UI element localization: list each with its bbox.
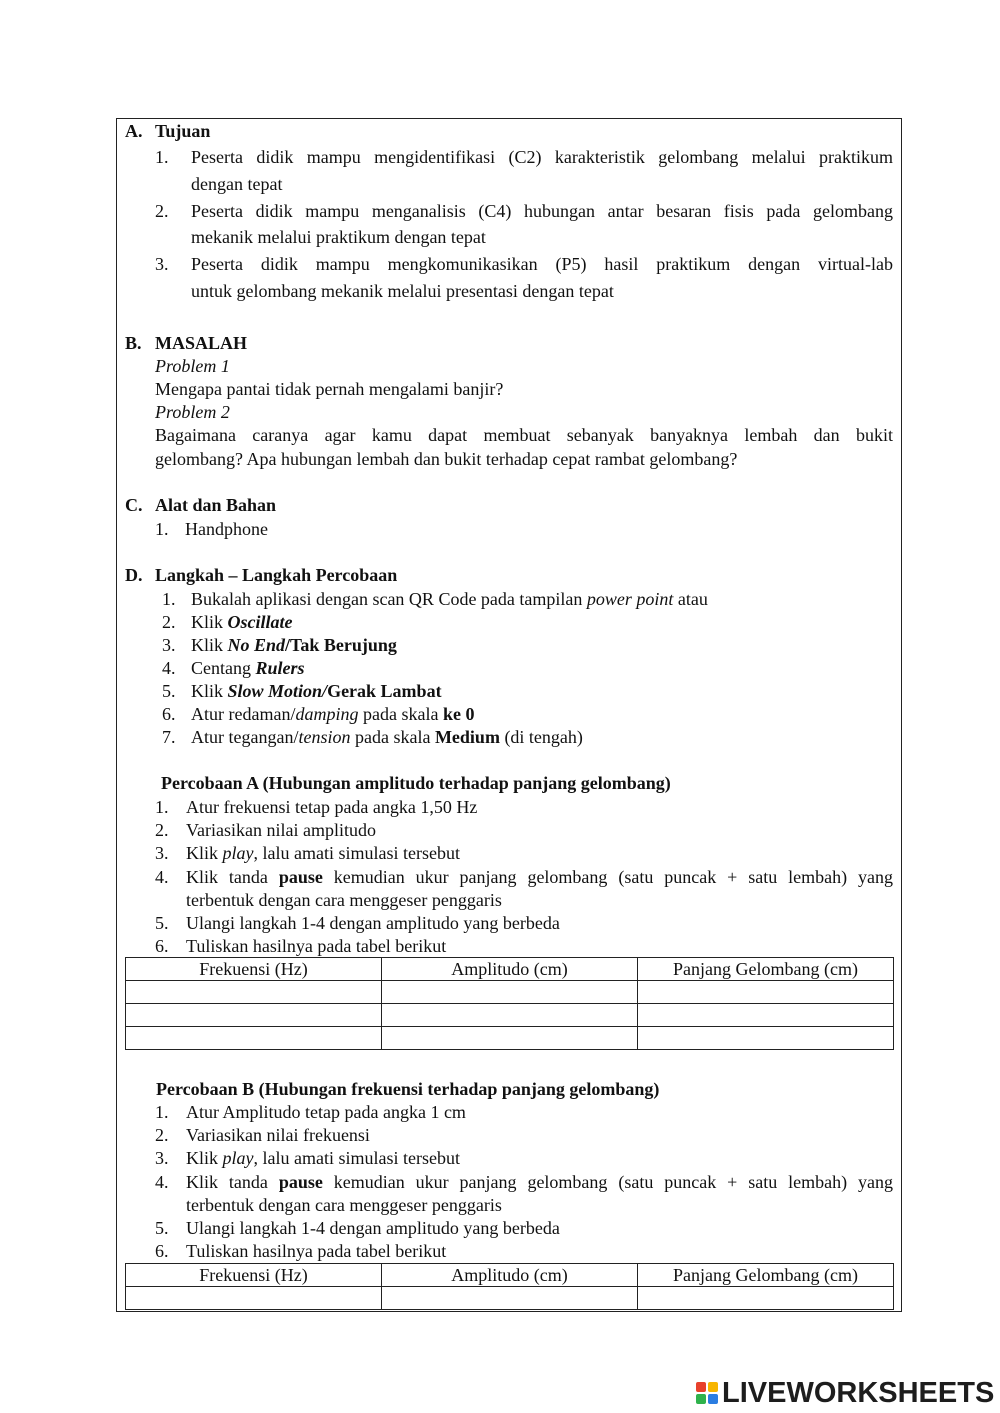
goal-1-line1: Peserta didik mampu mengidentifikasi (C2) karakteristik gelombang melalui praktikum bbox=[191, 147, 893, 167]
table-row bbox=[126, 1027, 894, 1050]
table-cell-frequency[interactable] bbox=[126, 1027, 382, 1050]
experiment-a-table bbox=[125, 957, 894, 1050]
section-d-heading: Langkah – Langkah Percobaan bbox=[155, 565, 398, 585]
liveworksheets-logo-icon bbox=[696, 1382, 718, 1404]
step-5-number: 5. bbox=[162, 681, 176, 701]
table-row bbox=[126, 1004, 894, 1027]
exp-a-step-2-text: Variasikan nilai amplitudo bbox=[186, 820, 376, 840]
step-4-number: 4. bbox=[162, 658, 176, 678]
problem-1-label: Problem 1 bbox=[155, 356, 230, 376]
table-cell-frequency[interactable] bbox=[126, 1287, 382, 1310]
goal-3-number: 3. bbox=[155, 254, 169, 274]
exp-b-step-5-text: Ulangi langkah 1-4 dengan amplitudo yang berbeda bbox=[186, 1218, 560, 1238]
exp-a-step-4-text: Klik tanda pause kemudian ukur panjang gelombang (satu puncak + satu lembah) yang bbox=[186, 867, 893, 887]
experiment-a-title: Percobaan A (Hubungan amplitudo terhadap panjang gelombang) bbox=[161, 773, 671, 793]
liveworksheets-logo bbox=[696, 1378, 994, 1408]
problem-2-label: Problem 2 bbox=[155, 402, 230, 422]
step-1-number: 1. bbox=[162, 589, 176, 609]
exp-b-step-4-line2: terbentuk dengan cara menggeser penggaris bbox=[186, 1195, 502, 1215]
experiment-b-title: Percobaan B (Hubungan frekuensi terhadap panjang gelombang) bbox=[156, 1079, 660, 1099]
step-7-number: 7. bbox=[162, 727, 176, 747]
exp-b-step-4-text: Klik tanda pause kemudian ukur panjang gelombang (satu puncak + satu lembah) yang bbox=[186, 1172, 893, 1192]
exp-b-step-6-number: 6. bbox=[155, 1241, 169, 1261]
exp-a-step-1-number: 1. bbox=[155, 797, 169, 817]
table-cell-amplitude[interactable] bbox=[382, 1287, 638, 1310]
tool-1-number: 1. bbox=[155, 519, 169, 539]
exp-a-step-4-line2: terbentuk dengan cara menggeser penggaris bbox=[186, 890, 502, 910]
exp-a-step-4-number: 4. bbox=[155, 867, 169, 887]
column-header-frequency: Frekuensi (Hz) bbox=[126, 1264, 382, 1287]
section-b-letter: B. bbox=[125, 333, 142, 353]
experiment-b-table bbox=[125, 1263, 894, 1310]
goal-1-line2: dengan tepat bbox=[191, 174, 283, 194]
exp-b-step-2-number: 2. bbox=[155, 1125, 169, 1145]
table-cell-frequency[interactable] bbox=[126, 1004, 382, 1027]
table-row bbox=[126, 981, 894, 1004]
step-2-number: 2. bbox=[162, 612, 176, 632]
section-a-letter: A. bbox=[125, 121, 143, 141]
step-2-text: Klik Oscillate bbox=[191, 612, 293, 632]
exp-a-step-3-text: Klik play, lalu amati simulasi tersebut bbox=[186, 843, 460, 863]
exp-a-step-3-number: 3. bbox=[155, 843, 169, 863]
column-header-amplitude: Amplitudo (cm) bbox=[382, 958, 638, 981]
goal-3-line1: Peserta didik mampu mengkomunikasikan (P5) hasil praktikum dengan virtual-lab bbox=[191, 254, 893, 274]
exp-a-step-5-text: Ulangi langkah 1-4 dengan amplitudo yang berbeda bbox=[186, 913, 560, 933]
table-cell-amplitude[interactable] bbox=[382, 1027, 638, 1050]
exp-b-step-4-number: 4. bbox=[155, 1172, 169, 1192]
exp-b-step-2-text: Variasikan nilai frekuensi bbox=[186, 1125, 370, 1145]
table-cell-wavelength[interactable] bbox=[638, 1004, 894, 1027]
goal-2-number: 2. bbox=[155, 201, 169, 221]
table-row bbox=[126, 1287, 894, 1310]
exp-b-step-3-number: 3. bbox=[155, 1148, 169, 1168]
column-header-amplitude: Amplitudo (cm) bbox=[382, 1264, 638, 1287]
section-a-heading: Tujuan bbox=[155, 121, 211, 141]
section-c-letter: C. bbox=[125, 495, 143, 515]
goal-1-number: 1. bbox=[155, 147, 169, 167]
problem-1-text: Mengapa pantai tidak pernah mengalami banjir? bbox=[155, 379, 504, 399]
tool-1-text: Handphone bbox=[185, 519, 268, 539]
table-header-row bbox=[126, 958, 894, 981]
exp-b-step-1-number: 1. bbox=[155, 1102, 169, 1122]
section-b-heading: MASALAH bbox=[155, 333, 248, 353]
exp-a-step-1-text: Atur frekuensi tetap pada angka 1,50 Hz bbox=[186, 797, 478, 817]
exp-a-step-5-number: 5. bbox=[155, 913, 169, 933]
table-cell-frequency[interactable] bbox=[126, 981, 382, 1004]
column-header-wavelength: Panjang Gelombang (cm) bbox=[638, 1264, 894, 1287]
exp-b-step-6-text: Tuliskan hasilnya pada tabel berikut bbox=[186, 1241, 447, 1261]
step-3-text: Klik No End/Tak Berujung bbox=[191, 635, 397, 655]
section-d-letter: D. bbox=[125, 565, 143, 585]
exp-a-step-6-text: Tuliskan hasilnya pada tabel berikut bbox=[186, 936, 447, 956]
table-cell-amplitude[interactable] bbox=[382, 981, 638, 1004]
table-cell-wavelength[interactable] bbox=[638, 1287, 894, 1310]
goal-2-line1: Peserta didik mampu menganalisis (C4) hubungan antar besaran fisis pada gelombang bbox=[191, 201, 893, 221]
problem-2-line2: gelombang? Apa hubungan lembah dan bukit terhadap cepat rambat gelombang? bbox=[155, 449, 738, 469]
exp-b-step-5-number: 5. bbox=[155, 1218, 169, 1238]
column-header-wavelength: Panjang Gelombang (cm) bbox=[638, 958, 894, 981]
step-3-number: 3. bbox=[162, 635, 176, 655]
step-5-text: Klik Slow Motion/Gerak Lambat bbox=[191, 681, 442, 701]
goal-3-line2: untuk gelombang mekanik melalui presentasi dengan tepat bbox=[191, 281, 614, 301]
step-7-text: Atur tegangan/tension pada skala Medium (di tengah) bbox=[191, 727, 583, 747]
exp-a-step-2-number: 2. bbox=[155, 820, 169, 840]
step-1-text: Bukalah aplikasi dengan scan QR Code pada tampilan power point atau bbox=[191, 589, 708, 609]
table-header-row bbox=[126, 1264, 894, 1287]
exp-b-step-1-text: Atur Amplitudo tetap pada angka 1 cm bbox=[186, 1102, 466, 1122]
table-cell-wavelength[interactable] bbox=[638, 1027, 894, 1050]
problem-2-line1: Bagaimana caranya agar kamu dapat membuat sebanyak banyaknya lembah dan bukit bbox=[155, 425, 893, 445]
goal-2-line2: mekanik melalui praktikum dengan tepat bbox=[191, 227, 486, 247]
column-header-frequency: Frekuensi (Hz) bbox=[126, 958, 382, 981]
table-cell-wavelength[interactable] bbox=[638, 981, 894, 1004]
step-6-number: 6. bbox=[162, 704, 176, 724]
table-cell-amplitude[interactable] bbox=[382, 1004, 638, 1027]
step-4-text: Centang Rulers bbox=[191, 658, 305, 678]
section-c-heading: Alat dan Bahan bbox=[155, 495, 277, 515]
logo-text: LIVEWORKSHEETS bbox=[722, 1376, 995, 1409]
exp-a-step-6-number: 6. bbox=[155, 936, 169, 956]
step-6-text: Atur redaman/damping pada skala ke 0 bbox=[191, 704, 475, 724]
exp-b-step-3-text: Klik play, lalu amati simulasi tersebut bbox=[186, 1148, 460, 1168]
